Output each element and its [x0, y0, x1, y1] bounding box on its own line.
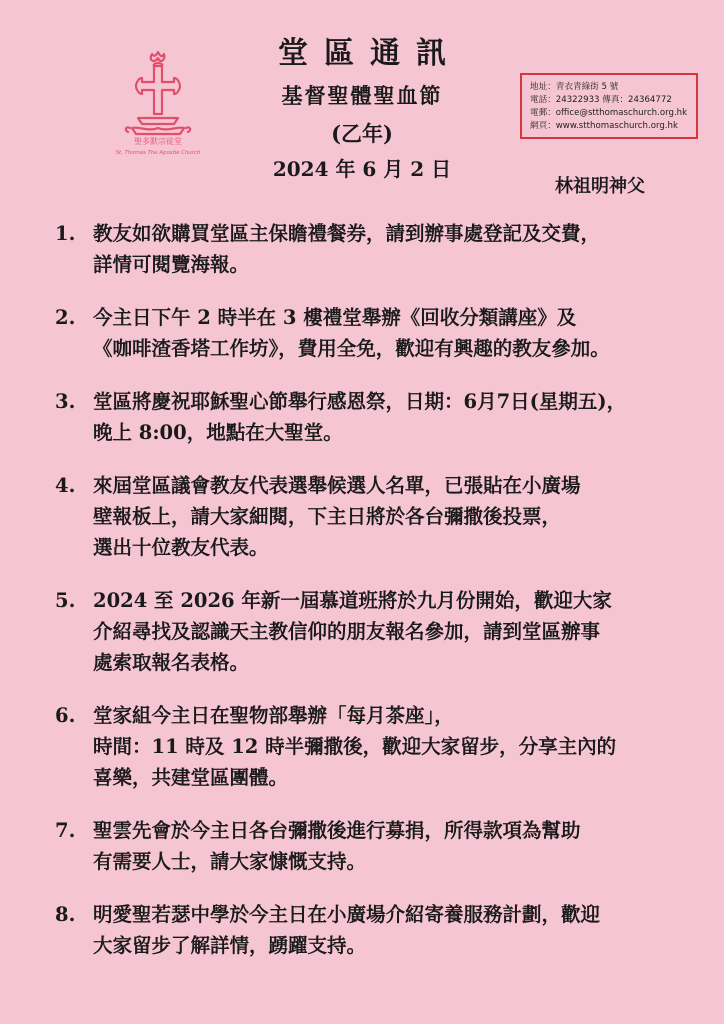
contact-fax: 傳真：24364772 [602, 95, 672, 105]
item-number: 2. [55, 306, 76, 329]
announcement-item [55, 815, 713, 877]
announcement-item [55, 218, 713, 280]
item-line: 《咖啡渣香塔工作坊》，費用全免，歡迎有興趣的教友參加。 [93, 337, 610, 360]
announcement-item [55, 386, 713, 448]
item-number: 1. [55, 222, 76, 245]
announcement-item [55, 700, 713, 793]
contact-website: 網頁：www.stthomaschurch.org.hk [530, 121, 678, 131]
item-number: 4. [55, 474, 76, 497]
announcement-list [55, 218, 713, 983]
item-line: 來屆堂區議會教友代表選舉候選人名單，已張貼在小廣場 [93, 474, 581, 497]
logo-en-text: St. Thomas The Apostle Church [115, 150, 201, 156]
announcement-item [55, 585, 713, 678]
item-line: 聖雲先會於今主日各台彌撒後進行募捐，所得款項為幫助 [93, 819, 581, 842]
item-number: 5. [55, 589, 76, 612]
item-line: 2024 至 2026 年新一屆慕道班將於九月份開始，歡迎大家 [93, 589, 612, 612]
item-line: 壁報板上，請大家細閱，下主日將於各台彌撒後投票， [93, 505, 562, 528]
contact-phone-fax [530, 94, 688, 107]
item-line: 時間：11 時及 12 時半彌撒後，歡迎大家留步，分享主內的 [93, 735, 617, 758]
item-line: 教友如欲購買堂區主保瞻禮餐券，請到辦事處登記及交費， [93, 222, 601, 245]
liturgical-year: (乙年) [331, 121, 393, 146]
priest-name: 林祖明神父 [555, 176, 645, 197]
item-line: 介紹尋找及認識天主教信仰的朋友報名參加，請到堂區辦事 [93, 620, 601, 643]
item-line: 明愛聖若瑟中學於今主日在小廣場介紹寄養服務計劃，歡迎 [93, 903, 601, 926]
item-line: 今主日下午 2 時半在 3 樓禮堂舉辦《回收分類講座》及 [93, 306, 577, 329]
item-line: 堂家組今主日在聖物部舉辦「每月茶座」， [93, 704, 454, 727]
item-line: 喜樂，共建堂區團體。 [93, 766, 289, 789]
bulletin-date: 2024 年 6 月 2 日 [272, 157, 452, 181]
item-number: 3. [55, 390, 76, 413]
item-line: 堂區將慶祝耶穌聖心節舉行感恩祭，日期：6月7日(星期五)， [93, 390, 627, 413]
item-line: 詳情可閱覽海報。 [93, 253, 250, 276]
item-line: 大家留步了解詳情，踴躍支持。 [93, 934, 367, 957]
announcement-item [55, 899, 713, 961]
item-number: 8. [55, 903, 76, 926]
feast-name: 基督聖體聖血節 [281, 83, 443, 108]
contact-email: 電郵：office@stthomaschurch.org.hk [530, 108, 688, 118]
contact-phone: 電話：24322933 [530, 95, 600, 105]
item-line: 晚上 8:00，地點在大聖堂。 [93, 421, 343, 444]
contact-box [520, 73, 698, 139]
announcement-item [55, 302, 713, 364]
item-number: 7. [55, 819, 76, 842]
announcement-item [55, 470, 713, 563]
item-line: 選出十位教友代表。 [93, 536, 269, 559]
contact-address: 地址：青衣青綠街 5 號 [530, 82, 619, 92]
item-number: 6. [55, 704, 76, 727]
logo-cn-text: 聖多默宗徒堂 [134, 137, 182, 146]
item-line: 有需要人士，請大家慷慨支持。 [93, 850, 367, 873]
page-title: 堂區通訊 [278, 36, 462, 71]
item-line: 處索取報名表格。 [93, 651, 250, 674]
